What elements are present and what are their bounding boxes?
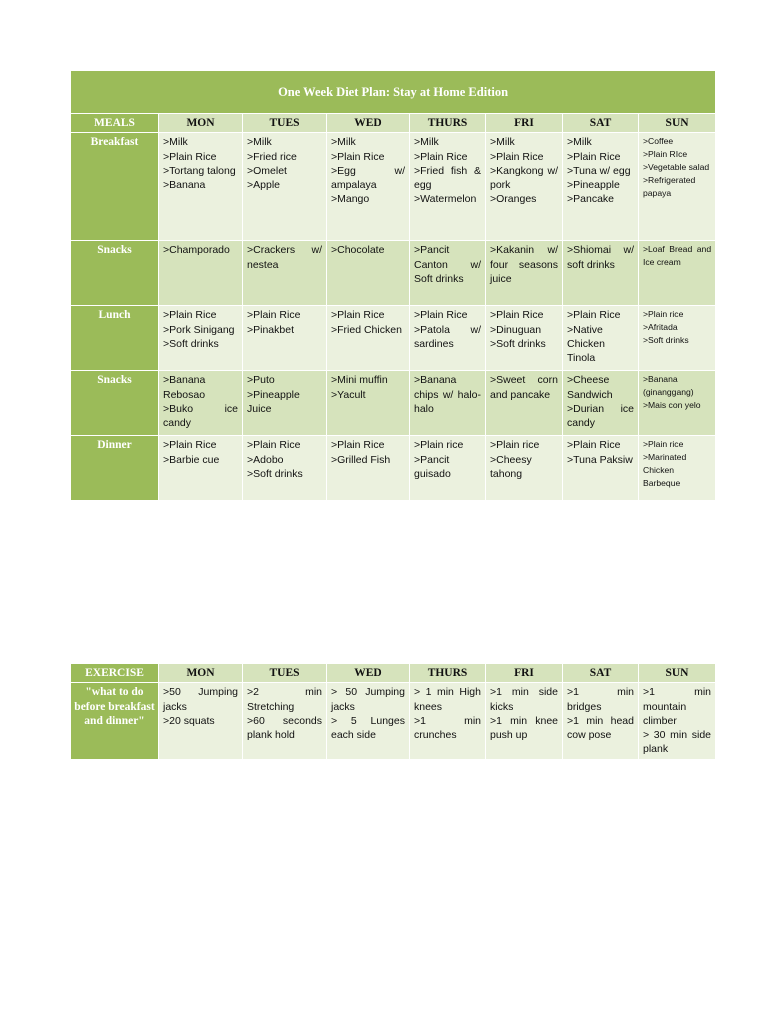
cell-line: >Apple: [247, 179, 280, 192]
cell-line: >Fried rice: [247, 150, 297, 163]
cell-line: >Kakanin w/ four seasons juice: [490, 244, 558, 285]
cell-line: >Plain Rice: [490, 309, 544, 322]
cell-line: >Soft drinks: [643, 335, 689, 346]
cell-line: >Plain Rice: [490, 150, 544, 163]
day-header: SAT: [563, 664, 639, 683]
cell-line: >Marinated Chicken Barbeque: [643, 452, 687, 489]
cell-line: >Barbie cue: [163, 453, 220, 466]
cell-line: >Mango: [331, 193, 370, 206]
meal-cell: [410, 436, 486, 501]
meal-cell: [639, 241, 716, 306]
cell-line: > 30 min side plank: [643, 729, 711, 756]
meal-cell: [159, 371, 243, 436]
cell-line: >Plain Rice: [567, 309, 621, 322]
day-header: SUN: [639, 664, 716, 683]
meal-cell: [639, 371, 716, 436]
meal-cell: [327, 133, 410, 241]
cell-line: >Plain RIce: [643, 149, 688, 160]
meal-cell: [243, 436, 327, 501]
cell-line: >Pinakbet: [247, 323, 294, 336]
meal-cell: [159, 241, 243, 306]
meal-label: Breakfast: [71, 133, 159, 241]
meal-cell: [563, 371, 639, 436]
cell-line: >Puto: [247, 374, 275, 387]
cell-line: >Crackers w/ nestea: [247, 244, 322, 271]
meal-cell: [410, 241, 486, 306]
meal-plan-table: [70, 70, 716, 501]
cell-line: >Omelet: [247, 164, 287, 177]
cell-line: >Milk: [247, 136, 272, 149]
cell-line: >Grilled Fish: [331, 453, 391, 466]
meal-cell: [639, 133, 716, 241]
meals-header: MEALS: [71, 114, 159, 133]
cell-line: >Milk: [331, 136, 356, 149]
header-row: [71, 664, 716, 683]
cell-line: >Plain Rice: [163, 439, 217, 452]
cell-line: >Afritada: [643, 322, 678, 333]
cell-line: >Pineapple: [567, 179, 620, 192]
meal-cell: [410, 306, 486, 371]
cell-line: >Shiomai w/ soft drinks: [567, 244, 634, 271]
cell-line: >Plain rice: [643, 309, 684, 320]
meal-cell: [243, 306, 327, 371]
cell-line: >Pork Sinigang: [163, 323, 235, 336]
cell-line: >Plain Rice: [331, 439, 385, 452]
cell-line: >Pineapple Juice: [247, 388, 300, 415]
meal-cell: [243, 133, 327, 241]
cell-line: >Pancit guisado: [414, 453, 451, 480]
cell-line: >Egg w/ ampalaya: [331, 164, 405, 192]
cell-line: >Plain Rice: [247, 309, 301, 322]
title-row: [71, 71, 716, 114]
cell-line: >Patola w/ sardines: [414, 323, 481, 350]
cell-line: >1 min knee push up: [490, 714, 558, 742]
exercise-label: "what to do before breakfast and dinner": [71, 683, 159, 759]
meal-cell: [159, 133, 243, 241]
cell-line: >Plain Rice: [414, 309, 468, 322]
day-header: FRI: [486, 664, 563, 683]
cell-line: >Tuna w/ egg: [567, 164, 631, 177]
cell-line: >Milk: [414, 136, 439, 149]
meal-cell: [327, 241, 410, 306]
exercise-cell: [639, 683, 716, 759]
cell-line: >1 min mountain climber: [643, 686, 711, 727]
cell-line: >Watermelon: [414, 193, 477, 206]
cell-line: >Plain Rice: [414, 150, 468, 163]
cell-line: >50 Jumping jacks: [163, 686, 238, 713]
cell-line: >2 min Stretching: [247, 686, 322, 713]
header-row: [71, 114, 716, 133]
cell-line: >60 seconds plank hold: [247, 714, 322, 742]
cell-line: >Plain Rice: [331, 150, 385, 163]
day-header: TUES: [243, 664, 327, 683]
exercise-header: EXERCISE: [71, 664, 159, 683]
cell-line: >Soft drinks: [490, 337, 546, 350]
cell-line: >Plain rice: [490, 439, 540, 452]
cell-line: >Plain rice: [643, 439, 684, 450]
cell-line: >Plain Rice: [163, 150, 217, 163]
cell-line: >Sweet corn and pancake: [490, 374, 558, 401]
table-row: [71, 241, 716, 306]
meal-cell: [486, 436, 563, 501]
table-row: [71, 683, 716, 759]
cell-line: >Yacult: [331, 388, 366, 401]
day-header: THURS: [410, 664, 486, 683]
day-header: MON: [159, 664, 243, 683]
cell-line: >Mini muffin: [331, 374, 388, 387]
day-header: WED: [327, 114, 410, 133]
cell-line: >Tortang talong: [163, 164, 236, 177]
table-row: [71, 371, 716, 436]
meal-cell: [639, 436, 716, 501]
cell-line: >20 squats: [163, 714, 215, 727]
cell-line: >Plain Rice: [331, 309, 385, 322]
cell-line: > 1 min High knees: [414, 686, 481, 713]
meal-cell: [486, 371, 563, 436]
table-title: One Week Diet Plan: Stay at Home Edition: [71, 71, 716, 114]
cell-line: >Plain Rice: [567, 439, 621, 452]
cell-line: >Plain Rice: [163, 309, 217, 322]
day-header: SUN: [639, 114, 716, 133]
cell-line: >Banana Rebosao: [163, 374, 206, 401]
exercise-cell: [159, 683, 243, 759]
exercise-cell: [486, 683, 563, 759]
cell-line: >Milk: [163, 136, 188, 149]
cell-line: >Dinuguan: [490, 323, 542, 336]
cell-line: >Champorado: [163, 244, 230, 257]
cell-line: >Tuna Paksiw: [567, 453, 633, 466]
day-header: SAT: [563, 114, 639, 133]
cell-line: >1 min head cow pose: [567, 714, 634, 742]
meal-cell: [159, 436, 243, 501]
cell-line: >Milk: [567, 136, 592, 149]
meal-cell: [159, 306, 243, 371]
meal-cell: [563, 133, 639, 241]
meal-cell: [327, 436, 410, 501]
day-header: TUES: [243, 114, 327, 133]
meal-label: Snacks: [71, 371, 159, 436]
meal-cell: [327, 371, 410, 436]
cell-line: >Soft drinks: [163, 337, 219, 350]
meal-cell: [243, 371, 327, 436]
exercise-plan-table: [70, 663, 716, 760]
cell-line: >Fried fish & egg: [414, 164, 481, 192]
meal-cell: [639, 306, 716, 371]
exercise-cell: [563, 683, 639, 759]
cell-line: >Plain Rice: [247, 439, 301, 452]
meal-label: Dinner: [71, 436, 159, 501]
cell-line: >Buko ice candy: [163, 402, 238, 430]
cell-line: >Banana: [163, 179, 206, 192]
meal-cell: [563, 241, 639, 306]
cell-line: >Plain Rice: [567, 150, 621, 163]
cell-line: >Mais con yelo: [643, 400, 701, 411]
day-header: WED: [327, 664, 410, 683]
cell-line: >Chocolate: [331, 244, 385, 257]
day-header: FRI: [486, 114, 563, 133]
meal-cell: [410, 371, 486, 436]
meal-cell: [486, 306, 563, 371]
meal-cell: [563, 306, 639, 371]
cell-line: >Loaf Bread and Ice cream: [643, 244, 712, 268]
meal-cell: [486, 133, 563, 241]
meal-label: Snacks: [71, 241, 159, 306]
meal-cell: [243, 241, 327, 306]
exercise-cell: [243, 683, 327, 759]
cell-line: >1 min side kicks: [490, 686, 558, 713]
cell-line: >Coffee: [643, 136, 674, 147]
cell-line: >Pancit Canton w/ Soft drinks: [414, 244, 481, 285]
meal-label: Lunch: [71, 306, 159, 371]
cell-line: >Banana (ginanggang): [643, 374, 694, 398]
table-row: [71, 133, 716, 241]
cell-line: >Kangkong w/ pork: [490, 164, 558, 192]
cell-line: >Plain rice: [414, 439, 464, 452]
cell-line: >Refrigerated papaya: [643, 175, 696, 199]
cell-line: >Durian ice candy: [567, 402, 634, 430]
meal-cell: [563, 436, 639, 501]
cell-line: >Soft drinks: [247, 467, 303, 480]
exercise-cell: [327, 683, 410, 759]
cell-line: >Pancake: [567, 193, 614, 206]
day-header: MON: [159, 114, 243, 133]
cell-line: >Cheesy tahong: [490, 453, 532, 480]
cell-line: >Fried Chicken: [331, 323, 402, 336]
meal-cell: [486, 241, 563, 306]
cell-line: >Vegetable salad: [643, 162, 710, 173]
cell-line: >Cheese Sandwich: [567, 374, 613, 401]
cell-line: > 5 Lunges each side: [331, 714, 405, 742]
meal-cell: [327, 306, 410, 371]
cell-line: >Adobo: [247, 453, 284, 466]
cell-line: > 50 Jumping jacks: [331, 686, 405, 713]
exercise-cell: [410, 683, 486, 759]
table-row: [71, 436, 716, 501]
cell-line: >Banana chips w/ halo-halo: [414, 374, 481, 415]
cell-line: >Oranges: [490, 193, 537, 206]
day-header: THURS: [410, 114, 486, 133]
cell-line: >1 min crunches: [414, 714, 481, 742]
cell-line: >Milk: [490, 136, 515, 149]
cell-line: >Native Chicken Tinola: [567, 323, 605, 365]
cell-line: >1 min bridges: [567, 686, 634, 713]
meal-cell: [410, 133, 486, 241]
table-row: [71, 306, 716, 371]
